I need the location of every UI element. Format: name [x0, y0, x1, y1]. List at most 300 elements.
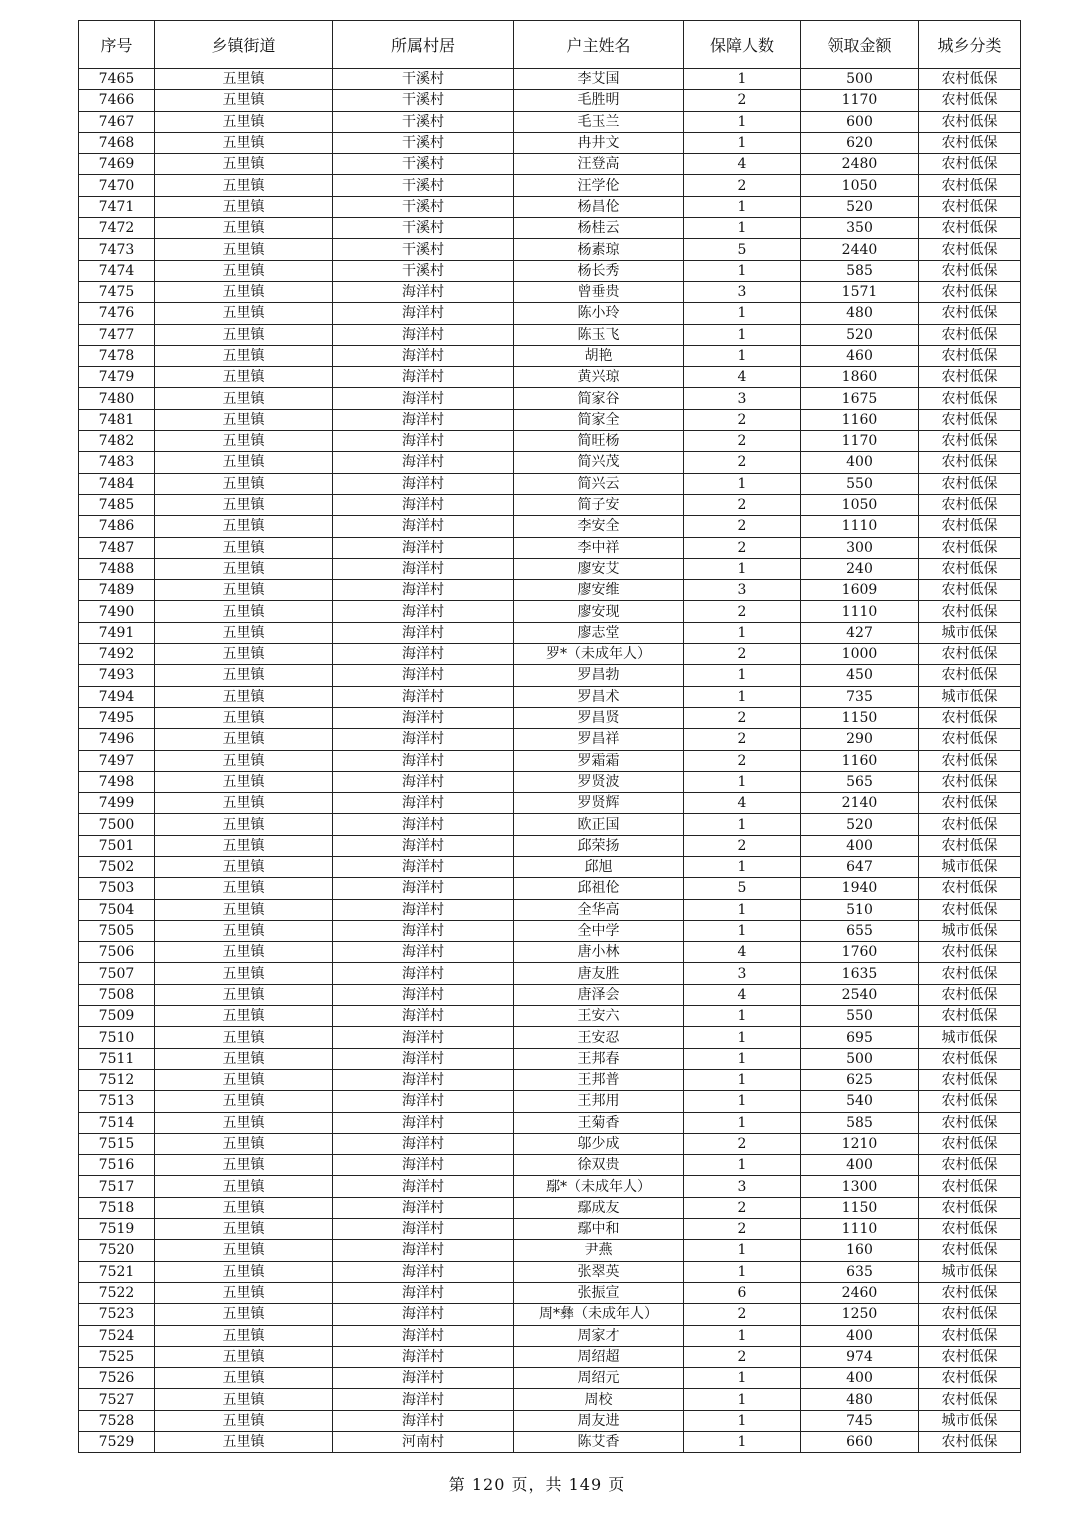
cell-col-category: 农村低保 — [919, 942, 1021, 963]
cell-col-category: 农村低保 — [919, 1006, 1021, 1027]
table-row — [79, 1091, 1021, 1112]
cell-col-town: 五里镇 — [155, 1261, 333, 1282]
cell-col-town: 五里镇 — [155, 1240, 333, 1261]
cell-col-town: 五里镇 — [155, 558, 333, 579]
cell-col-amount: 1210 — [801, 1133, 919, 1154]
cell-col-seq: 7522 — [79, 1282, 155, 1303]
cell-col-amount: 550 — [801, 473, 919, 494]
cell-col-persons: 1 — [684, 686, 801, 707]
cell-col-householder: 罗霜霜 — [514, 750, 684, 771]
cell-col-category: 农村低保 — [919, 303, 1021, 324]
cell-col-amount: 600 — [801, 111, 919, 132]
cell-col-amount: 510 — [801, 899, 919, 920]
cell-col-persons: 1 — [684, 1006, 801, 1027]
table-row — [79, 580, 1021, 601]
cell-col-village: 海洋村 — [333, 1240, 514, 1261]
cell-col-amount: 1050 — [801, 175, 919, 196]
cell-col-category: 农村低保 — [919, 793, 1021, 814]
cell-col-persons: 1 — [684, 1048, 801, 1069]
cell-col-category: 农村低保 — [919, 1155, 1021, 1176]
cell-col-householder: 邱祖伦 — [514, 878, 684, 899]
cell-col-village: 海洋村 — [333, 1027, 514, 1048]
cell-col-householder: 罗昌术 — [514, 686, 684, 707]
cell-col-category: 农村低保 — [919, 473, 1021, 494]
table-row — [79, 984, 1021, 1005]
cell-col-amount: 290 — [801, 729, 919, 750]
cell-col-householder: 廖志堂 — [514, 622, 684, 643]
cell-col-seq: 7527 — [79, 1389, 155, 1410]
cell-col-seq: 7474 — [79, 260, 155, 281]
cell-col-amount: 660 — [801, 1432, 919, 1453]
cell-col-persons: 1 — [684, 1069, 801, 1090]
cell-col-householder: 鄢*（未成年人） — [514, 1176, 684, 1197]
cell-col-village: 海洋村 — [333, 1325, 514, 1346]
cell-col-town: 五里镇 — [155, 494, 333, 515]
cell-col-village: 海洋村 — [333, 665, 514, 686]
cell-col-town: 五里镇 — [155, 899, 333, 920]
cell-col-seq: 7475 — [79, 281, 155, 302]
cell-col-seq: 7517 — [79, 1176, 155, 1197]
cell-col-town: 五里镇 — [155, 1069, 333, 1090]
cell-col-category: 农村低保 — [919, 899, 1021, 920]
cell-col-amount: 400 — [801, 1155, 919, 1176]
cell-col-town: 五里镇 — [155, 1410, 333, 1431]
cell-col-persons: 4 — [684, 942, 801, 963]
cell-col-householder: 简家全 — [514, 409, 684, 430]
cell-col-village: 海洋村 — [333, 622, 514, 643]
cell-col-persons: 1 — [684, 899, 801, 920]
cell-col-householder: 周校 — [514, 1389, 684, 1410]
cell-col-amount: 1760 — [801, 942, 919, 963]
table-row — [79, 324, 1021, 345]
cell-col-seq: 7496 — [79, 729, 155, 750]
cell-col-amount: 1050 — [801, 494, 919, 515]
cell-col-householder: 唐小林 — [514, 942, 684, 963]
cell-col-village: 海洋村 — [333, 1261, 514, 1282]
cell-col-persons: 4 — [684, 367, 801, 388]
table-row — [79, 1432, 1021, 1453]
table-row — [79, 388, 1021, 409]
cell-col-seq: 7524 — [79, 1325, 155, 1346]
cell-col-seq: 7514 — [79, 1112, 155, 1133]
cell-col-persons: 2 — [684, 494, 801, 515]
cell-col-amount: 2460 — [801, 1282, 919, 1303]
cell-col-village: 干溪村 — [333, 90, 514, 111]
table-row — [79, 771, 1021, 792]
cell-col-amount: 735 — [801, 686, 919, 707]
cell-col-town: 五里镇 — [155, 1155, 333, 1176]
cell-col-persons: 1 — [684, 260, 801, 281]
cell-col-category: 农村低保 — [919, 1240, 1021, 1261]
cell-col-householder: 邱荣扬 — [514, 835, 684, 856]
cell-col-householder: 陈小玲 — [514, 303, 684, 324]
cell-col-persons: 2 — [684, 601, 801, 622]
cell-col-village: 海洋村 — [333, 878, 514, 899]
cell-col-category: 农村低保 — [919, 558, 1021, 579]
cell-col-category: 农村低保 — [919, 1197, 1021, 1218]
cell-col-category: 农村低保 — [919, 516, 1021, 537]
cell-col-amount: 450 — [801, 665, 919, 686]
cell-col-category: 城市低保 — [919, 1261, 1021, 1282]
cell-col-category: 农村低保 — [919, 409, 1021, 430]
table-body — [79, 69, 1021, 1453]
table-row — [79, 281, 1021, 302]
cell-col-town: 五里镇 — [155, 622, 333, 643]
cell-col-amount: 1160 — [801, 409, 919, 430]
cell-col-town: 五里镇 — [155, 686, 333, 707]
cell-col-category: 农村低保 — [919, 963, 1021, 984]
cell-col-town: 五里镇 — [155, 729, 333, 750]
cell-col-householder: 简旺杨 — [514, 431, 684, 452]
cell-col-category: 农村低保 — [919, 1368, 1021, 1389]
cell-col-village: 海洋村 — [333, 686, 514, 707]
cell-col-householder: 王安忍 — [514, 1027, 684, 1048]
cell-col-village: 干溪村 — [333, 239, 514, 260]
cell-col-persons: 3 — [684, 963, 801, 984]
cell-col-amount: 480 — [801, 1389, 919, 1410]
cell-col-persons: 2 — [684, 1346, 801, 1367]
cell-col-householder: 王邦普 — [514, 1069, 684, 1090]
cell-col-amount: 620 — [801, 132, 919, 153]
cell-col-amount: 2540 — [801, 984, 919, 1005]
cell-col-amount: 695 — [801, 1027, 919, 1048]
cell-col-category: 农村低保 — [919, 1091, 1021, 1112]
cell-col-householder: 李中祥 — [514, 537, 684, 558]
cell-col-amount: 1110 — [801, 516, 919, 537]
cell-col-village: 海洋村 — [333, 1304, 514, 1325]
cell-col-seq: 7512 — [79, 1069, 155, 1090]
cell-col-town: 五里镇 — [155, 154, 333, 175]
cell-col-town: 五里镇 — [155, 835, 333, 856]
cell-col-village: 海洋村 — [333, 984, 514, 1005]
cell-col-amount: 974 — [801, 1346, 919, 1367]
cell-col-village: 海洋村 — [333, 1219, 514, 1240]
cell-col-persons: 1 — [684, 69, 801, 90]
table-row — [79, 856, 1021, 877]
cell-col-village: 海洋村 — [333, 750, 514, 771]
table-row — [79, 1240, 1021, 1261]
cell-col-persons: 1 — [684, 1261, 801, 1282]
cell-col-seq: 7499 — [79, 793, 155, 814]
cell-col-amount: 655 — [801, 920, 919, 941]
table-row — [79, 111, 1021, 132]
cell-col-householder: 唐友胜 — [514, 963, 684, 984]
cell-col-seq: 7468 — [79, 132, 155, 153]
cell-col-village: 干溪村 — [333, 69, 514, 90]
header-col-town: 乡镇街道 — [155, 21, 333, 69]
cell-col-town: 五里镇 — [155, 814, 333, 835]
cell-col-town: 五里镇 — [155, 580, 333, 601]
table-row — [79, 516, 1021, 537]
cell-col-householder: 罗昌祥 — [514, 729, 684, 750]
cell-col-village: 海洋村 — [333, 729, 514, 750]
cell-col-category: 农村低保 — [919, 196, 1021, 217]
cell-col-seq: 7498 — [79, 771, 155, 792]
cell-col-amount: 1170 — [801, 431, 919, 452]
cell-col-town: 五里镇 — [155, 1197, 333, 1218]
cell-col-amount: 1110 — [801, 1219, 919, 1240]
cell-col-persons: 5 — [684, 239, 801, 260]
cell-col-seq: 7481 — [79, 409, 155, 430]
cell-col-town: 五里镇 — [155, 1176, 333, 1197]
cell-col-category: 农村低保 — [919, 1069, 1021, 1090]
cell-col-seq: 7466 — [79, 90, 155, 111]
cell-col-town: 五里镇 — [155, 1133, 333, 1154]
cell-col-householder: 邱旭 — [514, 856, 684, 877]
cell-col-village: 海洋村 — [333, 963, 514, 984]
table-row — [79, 431, 1021, 452]
cell-col-amount: 240 — [801, 558, 919, 579]
cell-col-persons: 1 — [684, 324, 801, 345]
cell-col-category: 农村低保 — [919, 132, 1021, 153]
cell-col-householder: 邬少成 — [514, 1133, 684, 1154]
table-row — [79, 622, 1021, 643]
cell-col-persons: 2 — [684, 516, 801, 537]
cell-col-town: 五里镇 — [155, 1091, 333, 1112]
cell-col-category: 农村低保 — [919, 1304, 1021, 1325]
cell-col-amount: 1160 — [801, 750, 919, 771]
cell-col-persons: 1 — [684, 1325, 801, 1346]
cell-col-seq: 7515 — [79, 1133, 155, 1154]
cell-col-category: 农村低保 — [919, 537, 1021, 558]
cell-col-persons: 2 — [684, 707, 801, 728]
cell-col-seq: 7483 — [79, 452, 155, 473]
cell-col-amount: 1250 — [801, 1304, 919, 1325]
table-row — [79, 154, 1021, 175]
cell-col-amount: 400 — [801, 1325, 919, 1346]
cell-col-seq: 7525 — [79, 1346, 155, 1367]
table-row — [79, 1006, 1021, 1027]
cell-col-seq: 7511 — [79, 1048, 155, 1069]
cell-col-category: 农村低保 — [919, 1282, 1021, 1303]
cell-col-seq: 7508 — [79, 984, 155, 1005]
cell-col-persons: 4 — [684, 793, 801, 814]
cell-col-amount: 300 — [801, 537, 919, 558]
cell-col-seq: 7489 — [79, 580, 155, 601]
cell-col-village: 海洋村 — [333, 281, 514, 302]
cell-col-town: 五里镇 — [155, 452, 333, 473]
table-row — [79, 729, 1021, 750]
table-row — [79, 899, 1021, 920]
cell-col-amount: 460 — [801, 345, 919, 366]
cell-col-category: 城市低保 — [919, 856, 1021, 877]
cell-col-village: 海洋村 — [333, 1368, 514, 1389]
cell-col-town: 五里镇 — [155, 707, 333, 728]
table-row — [79, 473, 1021, 494]
cell-col-householder: 胡艳 — [514, 345, 684, 366]
cell-col-persons: 1 — [684, 1027, 801, 1048]
cell-col-householder: 王邦春 — [514, 1048, 684, 1069]
cell-col-householder: 李安全 — [514, 516, 684, 537]
cell-col-village: 海洋村 — [333, 1176, 514, 1197]
cell-col-town: 五里镇 — [155, 984, 333, 1005]
cell-col-persons: 1 — [684, 558, 801, 579]
cell-col-householder: 廖安艾 — [514, 558, 684, 579]
cell-col-amount: 1860 — [801, 367, 919, 388]
cell-col-seq: 7500 — [79, 814, 155, 835]
table-row — [79, 1219, 1021, 1240]
cell-col-village: 海洋村 — [333, 580, 514, 601]
cell-col-village: 海洋村 — [333, 473, 514, 494]
cell-col-seq: 7484 — [79, 473, 155, 494]
cell-col-village: 海洋村 — [333, 303, 514, 324]
table-row — [79, 1410, 1021, 1431]
cell-col-seq: 7526 — [79, 1368, 155, 1389]
cell-col-householder: 王安六 — [514, 1006, 684, 1027]
cell-col-householder: 罗昌勃 — [514, 665, 684, 686]
table-row — [79, 644, 1021, 665]
cell-col-village: 干溪村 — [333, 260, 514, 281]
table-header — [79, 21, 1021, 69]
cell-col-category: 农村低保 — [919, 644, 1021, 665]
cell-col-town: 五里镇 — [155, 90, 333, 111]
cell-col-seq: 7510 — [79, 1027, 155, 1048]
cell-col-householder: 尹燕 — [514, 1240, 684, 1261]
cell-col-seq: 7494 — [79, 686, 155, 707]
cell-col-town: 五里镇 — [155, 367, 333, 388]
cell-col-category: 农村低保 — [919, 1048, 1021, 1069]
cell-col-category: 农村低保 — [919, 1432, 1021, 1453]
cell-col-amount: 1300 — [801, 1176, 919, 1197]
cell-col-village: 海洋村 — [333, 1006, 514, 1027]
cell-col-householder: 简兴云 — [514, 473, 684, 494]
cell-col-category: 农村低保 — [919, 1346, 1021, 1367]
cell-col-seq: 7493 — [79, 665, 155, 686]
cell-col-village: 海洋村 — [333, 431, 514, 452]
cell-col-amount: 745 — [801, 1410, 919, 1431]
cell-col-householder: 李艾国 — [514, 69, 684, 90]
cell-col-town: 五里镇 — [155, 1112, 333, 1133]
cell-col-village: 海洋村 — [333, 1197, 514, 1218]
cell-col-category: 农村低保 — [919, 111, 1021, 132]
cell-col-village: 海洋村 — [333, 601, 514, 622]
cell-col-amount: 2140 — [801, 793, 919, 814]
table-row — [79, 686, 1021, 707]
table-row — [79, 367, 1021, 388]
cell-col-seq: 7490 — [79, 601, 155, 622]
table-row — [79, 942, 1021, 963]
cell-col-persons: 2 — [684, 90, 801, 111]
cell-col-persons: 2 — [684, 409, 801, 430]
cell-col-householder: 罗昌贤 — [514, 707, 684, 728]
cell-col-persons: 2 — [684, 1219, 801, 1240]
cell-col-seq: 7528 — [79, 1410, 155, 1431]
cell-col-village: 海洋村 — [333, 324, 514, 345]
cell-col-amount: 480 — [801, 303, 919, 324]
cell-col-village: 海洋村 — [333, 856, 514, 877]
cell-col-category: 城市低保 — [919, 622, 1021, 643]
cell-col-persons: 6 — [684, 1282, 801, 1303]
cell-col-category: 城市低保 — [919, 686, 1021, 707]
header-col-persons: 保障人数 — [684, 21, 801, 69]
table-row — [79, 345, 1021, 366]
cell-col-village: 海洋村 — [333, 345, 514, 366]
table-row — [79, 1197, 1021, 1218]
cell-col-amount: 1571 — [801, 281, 919, 302]
cell-col-amount: 160 — [801, 1240, 919, 1261]
cell-col-village: 干溪村 — [333, 154, 514, 175]
header-col-village: 所属村居 — [333, 21, 514, 69]
cell-col-village: 海洋村 — [333, 644, 514, 665]
cell-col-householder: 简家谷 — [514, 388, 684, 409]
cell-col-seq: 7471 — [79, 196, 155, 217]
cell-col-householder: 全华高 — [514, 899, 684, 920]
cell-col-householder: 鄢成友 — [514, 1197, 684, 1218]
cell-col-town: 五里镇 — [155, 793, 333, 814]
cell-col-seq: 7513 — [79, 1091, 155, 1112]
cell-col-householder: 罗*（未成年人） — [514, 644, 684, 665]
table-row — [79, 90, 1021, 111]
cell-col-amount: 550 — [801, 1006, 919, 1027]
cell-col-seq: 7506 — [79, 942, 155, 963]
cell-col-persons: 1 — [684, 1410, 801, 1431]
cell-col-amount: 635 — [801, 1261, 919, 1282]
cell-col-persons: 2 — [684, 452, 801, 473]
cell-col-town: 五里镇 — [155, 345, 333, 366]
cell-col-householder: 陈玉飞 — [514, 324, 684, 345]
cell-col-persons: 3 — [684, 281, 801, 302]
cell-col-householder: 杨长秀 — [514, 260, 684, 281]
cell-col-village: 干溪村 — [333, 111, 514, 132]
cell-col-householder: 王邦用 — [514, 1091, 684, 1112]
cell-col-town: 五里镇 — [155, 1282, 333, 1303]
cell-col-category: 农村低保 — [919, 1133, 1021, 1154]
cell-col-village: 海洋村 — [333, 1155, 514, 1176]
cell-col-amount: 500 — [801, 69, 919, 90]
cell-col-persons: 1 — [684, 856, 801, 877]
cell-col-seq: 7519 — [79, 1219, 155, 1240]
cell-col-persons: 2 — [684, 537, 801, 558]
cell-col-category: 农村低保 — [919, 90, 1021, 111]
cell-col-persons: 1 — [684, 473, 801, 494]
cell-col-householder: 杨桂云 — [514, 218, 684, 239]
cell-col-town: 五里镇 — [155, 1368, 333, 1389]
cell-col-persons: 1 — [684, 771, 801, 792]
cell-col-seq: 7488 — [79, 558, 155, 579]
table-row — [79, 260, 1021, 281]
cell-col-village: 海洋村 — [333, 388, 514, 409]
cell-col-persons: 2 — [684, 431, 801, 452]
table-row — [79, 814, 1021, 835]
cell-col-category: 农村低保 — [919, 1219, 1021, 1240]
cell-col-town: 五里镇 — [155, 1346, 333, 1367]
cell-col-town: 五里镇 — [155, 409, 333, 430]
table-row — [79, 707, 1021, 728]
table-row — [79, 218, 1021, 239]
cell-col-householder: 汪登高 — [514, 154, 684, 175]
cell-col-village: 海洋村 — [333, 771, 514, 792]
cell-col-amount: 500 — [801, 1048, 919, 1069]
cell-col-persons: 1 — [684, 1389, 801, 1410]
cell-col-persons: 1 — [684, 132, 801, 153]
cell-col-persons: 2 — [684, 1133, 801, 1154]
cell-col-persons: 1 — [684, 1112, 801, 1133]
cell-col-amount: 1940 — [801, 878, 919, 899]
cell-col-persons: 1 — [684, 1368, 801, 1389]
cell-col-householder: 陈艾香 — [514, 1432, 684, 1453]
cell-col-category: 农村低保 — [919, 878, 1021, 899]
table-row — [79, 1325, 1021, 1346]
table-row — [79, 1155, 1021, 1176]
cell-col-village: 干溪村 — [333, 196, 514, 217]
cell-col-village: 干溪村 — [333, 175, 514, 196]
cell-col-town: 五里镇 — [155, 1304, 333, 1325]
cell-col-village: 海洋村 — [333, 537, 514, 558]
cell-col-category: 农村低保 — [919, 431, 1021, 452]
cell-col-category: 农村低保 — [919, 814, 1021, 835]
cell-col-town: 五里镇 — [155, 132, 333, 153]
cell-col-persons: 1 — [684, 814, 801, 835]
